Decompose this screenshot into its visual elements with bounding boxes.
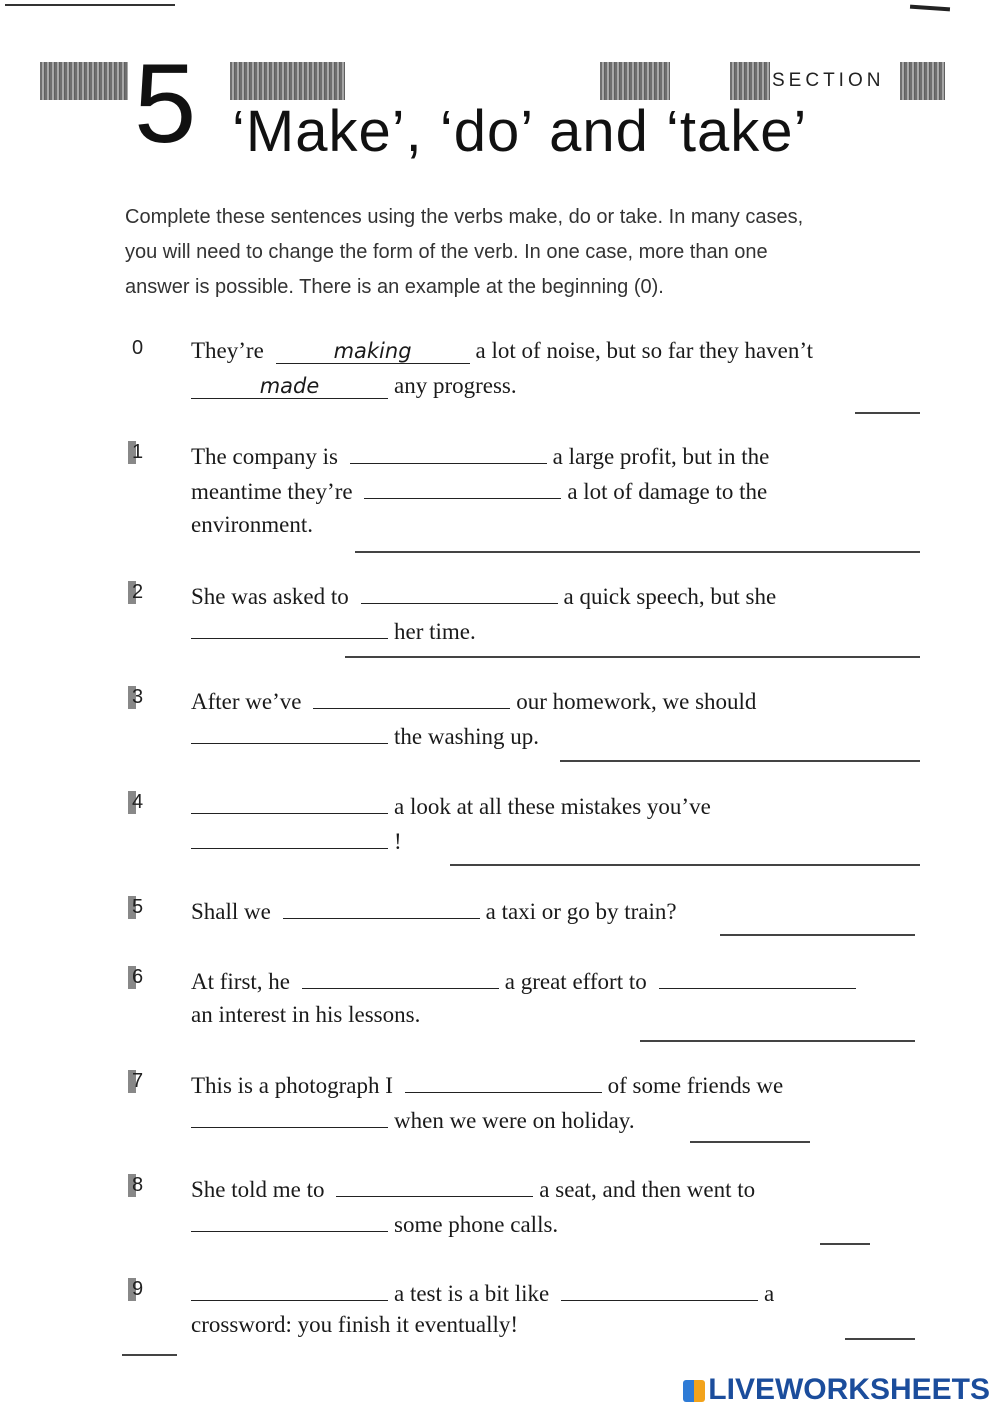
- question-number: 0: [132, 337, 144, 359]
- divider: [820, 1243, 870, 1245]
- question-text: meantime they’re: [191, 479, 353, 504]
- question-text: a lot of damage to the: [567, 479, 768, 504]
- question-number: 1: [128, 441, 160, 464]
- answer-blank[interactable]: [191, 616, 388, 639]
- question-text: After we’ve: [191, 689, 302, 714]
- instruction-line: Complete these sentences using the verbs make, do or take. In many cases,: [125, 206, 804, 228]
- question-text: She was asked to: [191, 584, 349, 609]
- question-number: 4: [128, 791, 160, 814]
- question-text: any progress.: [394, 373, 517, 398]
- divider: [845, 1338, 915, 1340]
- liveworksheets-logo[interactable]: [683, 1373, 990, 1407]
- question-text: an interest in his lessons.: [191, 1002, 421, 1027]
- question-text: some phone calls.: [394, 1212, 559, 1237]
- question-number: 5: [128, 896, 160, 919]
- divider: [720, 934, 915, 936]
- question-text: environment.: [191, 512, 313, 537]
- answer-blank[interactable]: [191, 791, 388, 814]
- divider: [122, 1354, 177, 1356]
- answer-blank[interactable]: made: [191, 376, 388, 399]
- question-number: 6: [128, 966, 160, 989]
- question-text: a seat, and then went to: [539, 1177, 756, 1202]
- question-number: 7: [128, 1070, 160, 1093]
- answer-blank[interactable]: [191, 1209, 388, 1232]
- section-label: SECTION: [772, 70, 885, 91]
- divider: [560, 760, 920, 762]
- question-text: the washing up.: [394, 724, 540, 749]
- answer-blank[interactable]: [336, 1174, 533, 1197]
- answer-blank[interactable]: [350, 441, 547, 464]
- instruction-line: you will need to change the form of the verb. In one case, more than one: [125, 241, 768, 263]
- answer-blank[interactable]: [364, 476, 561, 499]
- question-text: The company is: [191, 444, 338, 469]
- question-text: her time.: [394, 619, 476, 644]
- answer-blank[interactable]: [561, 1278, 758, 1301]
- question-text: a large profit, but in the: [552, 444, 770, 469]
- divider: [345, 656, 920, 658]
- instructions: [125, 200, 925, 305]
- answer-blank[interactable]: making: [276, 341, 470, 364]
- answer-blank[interactable]: [191, 721, 388, 744]
- question-text: !: [394, 829, 402, 854]
- liveworksheets-icon: [683, 1380, 705, 1402]
- page-title: ‘Make’, ‘do’ and ‘take’: [232, 99, 808, 164]
- question-text: a look at all these mistakes you’ve: [394, 794, 711, 819]
- logo-text: LIVEWORKSHEETS: [708, 1373, 990, 1406]
- question-text: when we were on holiday.: [394, 1108, 635, 1133]
- question-number: 3: [128, 686, 160, 709]
- question-text: They’re: [191, 338, 264, 363]
- question-text: This is a photograph I: [191, 1073, 393, 1098]
- scan-edge-mark: [910, 5, 950, 12]
- answer-blank[interactable]: [361, 581, 558, 604]
- divider: [690, 1141, 810, 1143]
- question-text: a: [763, 1281, 775, 1306]
- question-text: Shall we: [191, 899, 271, 924]
- answer-blank[interactable]: [405, 1070, 602, 1093]
- question-text: crossword: you finish it eventually!: [191, 1312, 519, 1337]
- question-text: of some friends we: [607, 1073, 784, 1098]
- answer-blank[interactable]: [659, 966, 856, 989]
- answer-blank[interactable]: [283, 896, 480, 919]
- question-text: a lot of noise, but so far they haven’t: [475, 338, 814, 363]
- question-number: 2: [128, 581, 160, 604]
- question-number: 8: [128, 1174, 160, 1197]
- divider: [855, 412, 920, 414]
- section-number: 5: [128, 48, 202, 160]
- divider: [355, 551, 920, 553]
- question-text: a great effort to: [504, 969, 647, 994]
- answer-blank[interactable]: [191, 1105, 388, 1128]
- instruction-line: answer is possible. There is an example at the beginning (0).: [125, 276, 664, 298]
- answer-blank[interactable]: [191, 1278, 388, 1301]
- answer-blank[interactable]: [313, 686, 510, 709]
- answer-blank[interactable]: [191, 826, 388, 849]
- question-text: a taxi or go by train?: [485, 899, 677, 924]
- answer-blank[interactable]: [302, 966, 499, 989]
- divider: [450, 864, 920, 866]
- question-text: a quick speech, but she: [563, 584, 777, 609]
- scan-edge-line: [5, 4, 175, 6]
- question-text: At first, he: [191, 969, 291, 994]
- divider: [640, 1040, 915, 1042]
- question-text: She told me to: [191, 1177, 325, 1202]
- question-text: our homework, we should: [516, 689, 757, 714]
- question-number: 9: [128, 1278, 160, 1301]
- question-text: a test is a bit like: [394, 1281, 550, 1306]
